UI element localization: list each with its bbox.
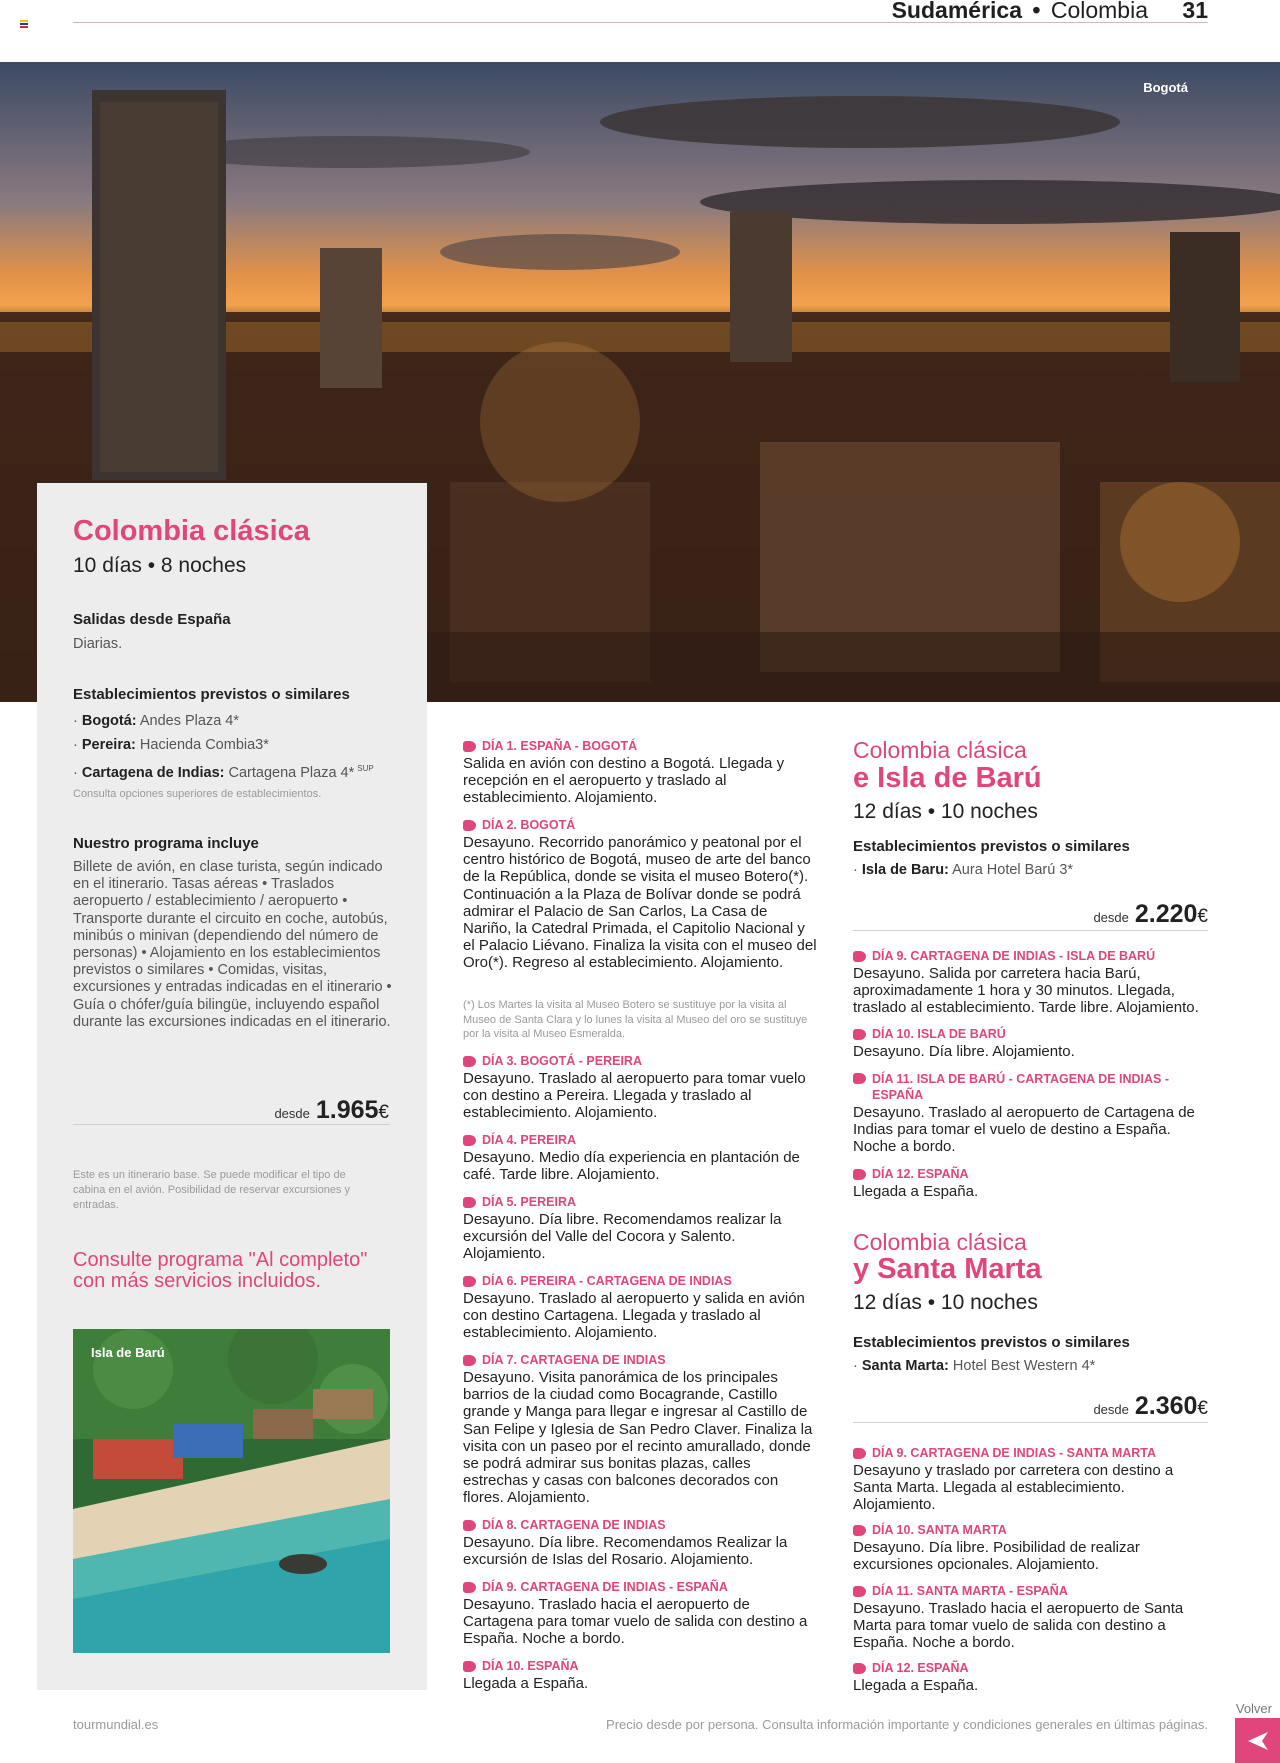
bookmark-tag-icon xyxy=(463,741,476,752)
price-rule xyxy=(73,1124,390,1125)
day-entry: DÍA 6. PEREIRA - CARTAGENA DE INDIAS Desayuno. Traslado al aeropuerto y salida en avión con destino Cartagena. Llegada y traslado al establecimiento. Alojamiento. xyxy=(463,1274,805,1342)
santa-marta-title-line1: Colombia clásica xyxy=(853,1229,1027,1255)
hotel-item: · Bogotá: Andes Plaza 4* xyxy=(73,713,240,729)
bookmark-tag-icon xyxy=(463,1582,476,1593)
day-entry: DÍA 2. BOGOTÁ Desayuno. Recorrido panorámico y peatonal por el centro histórico de Bogotá, museo de arte del banco de la República, donde se visita el museo Botero(*). Continuación a la Plaza de Bolívar donde se podrá admirar el Palacio de San Carlos, La Casa de Nariño, la Catedral Primada, el Capitolio Nacional y el Palacio Liévano. Finaliza la visita con el museo del Oro(*). Regreso al establecimiento. Alojamiento. xyxy=(463,818,817,972)
footer-site[interactable]: tourmundial.es xyxy=(73,1717,159,1732)
price-classic: desde 1.965€ xyxy=(274,1096,389,1124)
santa-marta-duration: 12 días • 10 noches xyxy=(853,1291,1038,1314)
day-entry: DÍA 4. PEREIRA Desayuno. Medio día experiencia en plantación de café. Tarde libre. Alojamiento. xyxy=(463,1133,800,1184)
museum-note: (*) Los Martes la visita al Museo Botero se sustituye por la visita al Museo de Santa Clara y lo lunes la visita al Museo del oro se sustituye por la visita al Museo Esmeralda. xyxy=(463,999,808,1040)
header-separator: • xyxy=(1032,0,1041,23)
hotel-item: · Cartagena de Indias: Cartagena Plaza 4* $^{SUP}$ xyxy=(73,764,374,781)
baru-hotels-heading: Establecimientos previstos o similares xyxy=(853,838,1130,855)
santa-marta-hotel-item: · Santa Marta: Hotel Best Western 4* xyxy=(853,1358,1096,1374)
baru-price-rule xyxy=(853,930,1208,931)
isla-de-baru-photo xyxy=(73,1329,390,1653)
back-label[interactable]: Volver xyxy=(1235,1701,1272,1716)
bookmark-tag-icon xyxy=(463,820,476,831)
price-santa-marta: desde 2.360€ xyxy=(1093,1392,1208,1420)
santa-marta-hotels-heading: Establecimientos previstos o similares xyxy=(853,1334,1130,1351)
departures-heading: Salidas desde España xyxy=(73,611,231,628)
baru-photo-caption: Isla de Barú xyxy=(91,1345,165,1360)
back-button[interactable] xyxy=(1235,1718,1280,1763)
page-header xyxy=(892,0,1148,24)
program-heading: Nuestro programa incluye xyxy=(73,835,259,852)
day-entry: DÍA 10. SANTA MARTA Desayuno. Día libre. Posibilidad de realizar excursiones opcionales. Alojamiento. xyxy=(853,1523,1140,1574)
baru-title-line2: e Isla de Barú xyxy=(853,762,1042,794)
santa-marta-title-line2: y Santa Marta xyxy=(853,1253,1042,1285)
bookmark-tag-icon xyxy=(853,1029,866,1040)
page-number: 31 xyxy=(1182,0,1208,23)
bookmark-tag-icon xyxy=(463,1661,476,1672)
bookmark-tag-icon xyxy=(853,1073,866,1084)
baru-title-line1: Colombia clásica xyxy=(853,737,1027,763)
day-entry: DÍA 1. ESPAÑA - BOGOTÁ Salida en avión con destino a Bogotá. Llegada y recepción en el aeropuerto y traslado al establecimiento. Alojamiento. xyxy=(463,739,785,807)
hotel-item: · Pereira: Hacienda Combia3* xyxy=(73,736,269,753)
trip-title: Colombia clásica xyxy=(73,515,310,547)
hotels-list xyxy=(73,710,374,785)
base-itinerary-note: Este es un itinerario base. Se puede modificar el tipo de cabina en el avión. Posibilidad de reservar excursiones y entradas. xyxy=(73,1169,350,1211)
bookmark-tag-icon xyxy=(463,1056,476,1067)
bookmark-tag-icon xyxy=(853,1169,866,1180)
hotels-note: Consulta opciones superiores de establecimientos. xyxy=(73,788,322,800)
arrow-left-icon xyxy=(1246,1730,1270,1752)
santa-marta-price-rule xyxy=(853,1422,1208,1423)
bookmark-tag-icon xyxy=(463,1355,476,1366)
bookmark-tag-icon xyxy=(463,1520,476,1531)
program-text: Billete de avión, en clase turista, según indicado en el itinerario. Tasas aéreas • Traslados aeropuerto / establecimiento / aeropuerto • Transporte durante el circuito en coche, autobús, minibús o minivan (dependiendo del número de personas) • Alojamiento en los establecimientos previstos o similares • Comidas, visitas, excursiones y entradas indicadas en el itinerario • Guía o chófer/guía bilingüe, incluyendo español durante las excursiones indicadas en el itinerario. xyxy=(73,859,392,1030)
day-entry: DÍA 12. ESPAÑA Llegada a España. xyxy=(853,1167,979,1200)
baru-duration: 12 días • 10 noches xyxy=(853,800,1038,823)
baru-hotel-item: · Isla de Baru: Aura Hotel Barú 3* xyxy=(853,862,1074,878)
price-baru: desde 2.220€ xyxy=(1093,900,1208,928)
day-entry: DÍA 3. BOGOTÁ - PEREIRA Desayuno. Traslado al aeropuerto para tomar vuelo con destino a Pereira. Llegada y traslado al establecimiento. Alojamiento. xyxy=(463,1054,806,1122)
bookmark-tag-icon xyxy=(853,951,866,962)
hero-caption: Bogotá xyxy=(1143,80,1188,95)
day-entry: DÍA 9. CARTAGENA DE INDIAS - SANTA MARTA Desayuno y traslado por carretera con destino a Santa Marta. Llegada al establecimiento. Alojamiento. xyxy=(853,1446,1174,1514)
departures-text: Diarias. xyxy=(73,636,123,652)
bookmark-tag-icon xyxy=(853,1663,866,1674)
day-entry: DÍA 10. ISLA DE BARÚ Desayuno. Día libre. Alojamiento. xyxy=(853,1027,1075,1060)
bookmark-tag-icon xyxy=(463,1135,476,1146)
consult-link[interactable]: Consulte programa "Al completo" con más servicios incluidos. xyxy=(73,1249,368,1292)
header-region: Sudamérica xyxy=(891,0,1022,23)
trip-duration: 10 días • 8 noches xyxy=(73,554,247,577)
day-entry: DÍA 12. ESPAÑA Llegada a España. xyxy=(853,1661,979,1694)
bookmark-tag-icon xyxy=(463,1276,476,1287)
day-entry: DÍA 9. CARTAGENA DE INDIAS - ESPAÑA Desayuno. Traslado hacia el aeropuerto de Cartagena para tomar vuelo de salida con destino a España. Noche a bordo. xyxy=(463,1580,808,1648)
bookmark-tag-icon xyxy=(853,1448,866,1459)
day-entry: DÍA 11. SANTA MARTA - ESPAÑA Desayuno. Traslado hacia el aeropuerto de Santa Marta para tomar vuelo de salida con destino a España. Noche a bordo. xyxy=(853,1584,1184,1652)
colombia-flag-icon xyxy=(20,20,28,28)
day-entry: DÍA 10. ESPAÑA Llegada a España. xyxy=(463,1659,589,1692)
day-entry: DÍA 11. ISLA DE BARÚ - CARTAGENA DE INDIAS - ESPAÑA Desayuno. Traslado al aeropuerto de Cartagena de Indias para tomar el vuelo de destino a España. Noche a bordo. xyxy=(853,1072,1195,1156)
bookmark-tag-icon xyxy=(853,1586,866,1597)
day-entry: DÍA 7. CARTAGENA DE INDIAS Desayuno. Visita panorámica de los principales barrios de la ciudad como Bocagrande, Castillo grande y Manga para llegar e ingresar al Castillo de San Felipe y Iglesia de San Pedro Claver. Finaliza la visita con un paseo por el recinto amurallado, donde se podrá admirar sus bonitas plazas, calles estrechas y casas con balcones decorados con flores. Alojamiento. xyxy=(463,1353,813,1507)
hotels-heading: Establecimientos previstos o similares xyxy=(73,686,350,703)
footer-note: Precio desde por persona. Consulta información importante y condiciones generales en últimas páginas. xyxy=(606,1717,1208,1732)
day-entry: DÍA 8. CARTAGENA DE INDIAS Desayuno. Día libre. Recomendamos Realizar la excursión de Islas del Rosario. Alojamiento. xyxy=(463,1518,788,1569)
day-entry: DÍA 5. PEREIRA Desayuno. Día libre. Recomendamos realizar la excursión del Valle del Cocora y Salento. Alojamiento. xyxy=(463,1195,782,1263)
bookmark-tag-icon xyxy=(463,1197,476,1208)
day-entry: DÍA 9. CARTAGENA DE INDIAS - ISLA DE BARÚ Desayuno. Salida por carretera hacia Barú, aproximadamente 1 hora y 30 minutos. Llegada, traslado al establecimiento. Tarde libre. Alojamiento. xyxy=(853,949,1199,1017)
header-country: Colombia xyxy=(1050,0,1148,23)
bookmark-tag-icon xyxy=(853,1525,866,1536)
